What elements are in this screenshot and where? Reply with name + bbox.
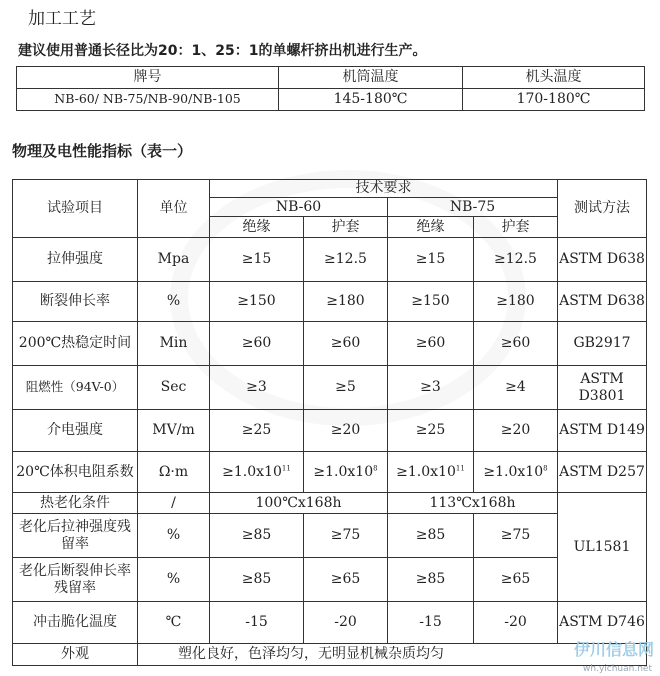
row-unit: Sec [138, 366, 210, 410]
row-value: ≥85 [388, 514, 474, 558]
row-value: ≥75 [304, 514, 388, 558]
header-test-method: 测试方法 [558, 180, 647, 238]
row-value: ≥20 [304, 410, 388, 452]
table-row [13, 644, 647, 666]
row-method: ASTM D638 [558, 238, 647, 282]
row-unit: / [138, 493, 210, 514]
table-row [13, 514, 647, 558]
table-header-row [17, 67, 645, 89]
site-url-watermark: wh.yichuan.net [583, 664, 652, 674]
row-method: ASTM D149 [558, 410, 647, 452]
row-method: UL1581 [558, 493, 647, 602]
row-value: ≥20 [474, 410, 558, 452]
table-row [13, 238, 647, 282]
aging-condition-nb75: 113℃x168h [388, 493, 558, 514]
row-value: ≥85 [210, 514, 304, 558]
row-value: ≥3 [210, 366, 304, 410]
table-row [13, 410, 647, 452]
row-unit: ℃ [138, 602, 210, 644]
aging-condition-nb60: 100℃x168h [210, 493, 388, 514]
table-row [13, 602, 647, 644]
header-nb60: NB-60 [210, 198, 388, 217]
row-value: -15 [388, 602, 474, 644]
row-name: 拉伸强度 [13, 238, 138, 282]
header-sheath: 护套 [304, 217, 388, 238]
table-row [13, 452, 647, 493]
row-method: ASTM D746 [558, 602, 647, 644]
row-name: 老化后断裂伸长率残留率 [13, 558, 138, 602]
row-value: ≥65 [474, 558, 558, 602]
row-method: GB2917 [558, 322, 647, 366]
row-method: ASTM D257 [558, 452, 647, 493]
header-nb75: NB-75 [388, 198, 558, 217]
row-value: $\ge 1.0x10^8$ [304, 452, 388, 493]
row-value: ≥60 [304, 322, 388, 366]
row-value: ≥12.5 [304, 238, 388, 282]
row-name: 外观 [13, 644, 138, 666]
row-value: -20 [304, 602, 388, 644]
row-unit: % [138, 558, 210, 602]
row-value: ≥5 [304, 366, 388, 410]
table-row [13, 282, 647, 322]
row-unit: Mpa [138, 238, 210, 282]
row-value: $\ge 1.0x10^{11}$ [388, 452, 474, 493]
row-value: ≥25 [210, 410, 304, 452]
grade-value: NB-60/ NB-75/NB-90/NB-105 [17, 89, 279, 111]
header-unit: 单位 [138, 180, 210, 238]
header-tech-requirements: 技术要求 [210, 180, 558, 198]
header-head-temp: 机头温度 [463, 67, 645, 89]
head-temp-value: 170-180℃ [463, 89, 645, 111]
row-name: 老化后拉神强度残留率 [13, 514, 138, 558]
row-value: ≥15 [388, 238, 474, 282]
table-row [17, 89, 645, 111]
header-barrel-temp: 机筒温度 [279, 67, 463, 89]
row-value: ≥25 [388, 410, 474, 452]
row-value: ≥12.5 [474, 238, 558, 282]
processing-table [16, 66, 645, 111]
row-name: 20℃体积电阻系数 [13, 452, 138, 493]
row-unit: % [138, 514, 210, 558]
header-test-item: 试验项目 [13, 180, 138, 238]
row-value: ≥75 [474, 514, 558, 558]
row-name: 热老化条件 [13, 493, 138, 514]
header-row-1 [13, 180, 647, 198]
row-value: ≥85 [210, 558, 304, 602]
row-value: ≥150 [388, 282, 474, 322]
row-method: ASTM D638 [558, 282, 647, 322]
row-method: ASTM D3801 [558, 366, 647, 410]
table-row [13, 322, 647, 366]
row-value: -20 [474, 602, 558, 644]
row-unit: % [138, 282, 210, 322]
header-grade: 牌号 [17, 67, 279, 89]
row-name: 200℃热稳定时间 [13, 322, 138, 366]
processing-recommendation: 建议使用普通长径比为20：1、25：1的单螺杆挤出机进行生产。 [18, 43, 427, 59]
header-insulation: 绝缘 [210, 217, 304, 238]
section-title-properties: 物理及电性能指标（表一） [12, 142, 193, 160]
appearance-text: 塑化良好，色泽均匀，无明显机械杂质均匀 [138, 644, 647, 666]
row-value: ≥15 [210, 238, 304, 282]
row-name: 阻燃性（94V-0） [13, 366, 138, 410]
row-unit: MV/m [138, 410, 210, 452]
row-value: ≥60 [474, 322, 558, 366]
properties-table [12, 179, 647, 666]
row-value: ≥65 [304, 558, 388, 602]
row-value: ≥150 [210, 282, 304, 322]
row-value: ≥4 [474, 366, 558, 410]
row-value: ≥60 [388, 322, 474, 366]
header-sheath: 护套 [474, 217, 558, 238]
section-title-processing: 加工工艺 [28, 9, 96, 29]
row-value: -15 [210, 602, 304, 644]
row-value: ≥180 [304, 282, 388, 322]
row-name: 断裂伸长率 [13, 282, 138, 322]
barrel-temp-value: 145-180℃ [279, 89, 463, 111]
row-name: 介电强度 [13, 410, 138, 452]
row-value: $\ge 1.0x10^{11}$ [210, 452, 304, 493]
row-name: 冲击脆化温度 [13, 602, 138, 644]
table-row [13, 366, 647, 410]
row-value: ≥180 [474, 282, 558, 322]
site-watermark: 伊川信息网 [573, 640, 654, 659]
row-unit: Min [138, 322, 210, 366]
header-insulation: 绝缘 [388, 217, 474, 238]
row-value: ≥60 [210, 322, 304, 366]
row-value: $\ge 1.0x10^8$ [474, 452, 558, 493]
row-value: ≥3 [388, 366, 474, 410]
row-value: ≥85 [388, 558, 474, 602]
table-row [13, 493, 647, 514]
row-unit: Ω·m [138, 452, 210, 493]
table-row [13, 558, 647, 602]
